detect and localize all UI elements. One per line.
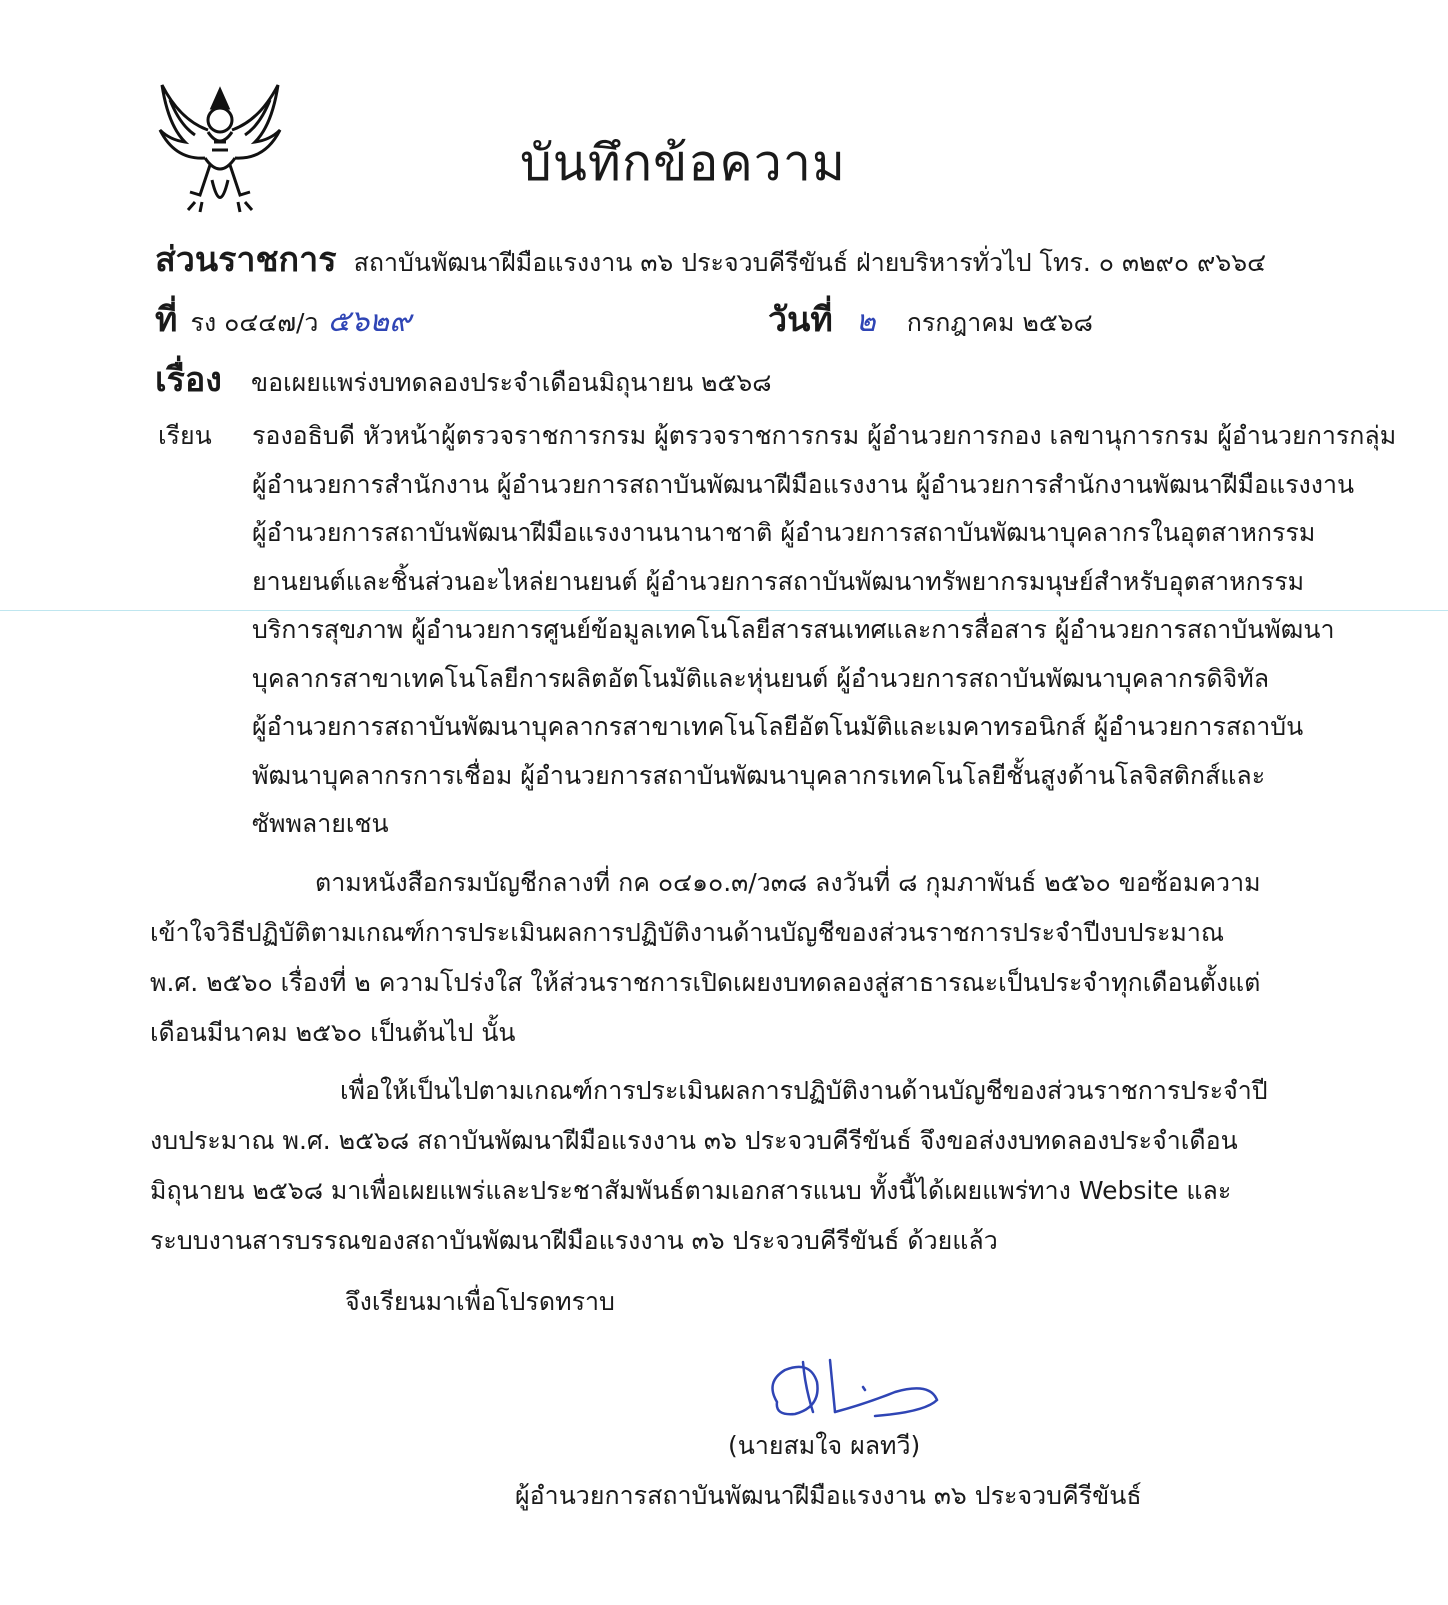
to-label: เรียน <box>158 421 212 450</box>
recipient-line: รองอธิบดี หัวหน้าผู้ตรวจราชการกรม ผู้ตรวจราชการกรม ผู้อำนวยการกอง เลขานุการกรม ผู้อำนวยการกลุ่ม <box>252 421 1397 450</box>
closing-text: จึงเรียนมาเพื่อโปรดทราบ <box>345 1287 615 1316</box>
signer-name: (นายสมใจ ผลทวี) <box>728 1431 921 1460</box>
department-row <box>155 232 1266 286</box>
memo-title: บันทึกข้อความ <box>520 134 846 192</box>
date-label: วันที่ <box>768 300 833 340</box>
subject-value: ขอเผยแพร่งบทดลองประจำเดือนมิถุนายน ๒๕๖๘ <box>251 368 772 397</box>
recipient-line: ผู้อำนวยการสถาบันพัฒนาฝีมือแรงงานนานาชาติ ผู้อำนวยการสถาบันพัฒนาบุคลากรในอุตสาหกรรม <box>252 518 1316 547</box>
department-value: สถาบันพัฒนาฝีมือแรงงาน ๓๖ ประจวบคีรีขันธ์ ฝ่ายบริหารทั่วไป โทร. ๐ ๓๒๙๐ ๙๖๖๔ <box>353 248 1267 277</box>
recipient-line: ซัพพลายเชน <box>252 809 389 838</box>
reference-handwritten: ๕๖๒๙ <box>327 304 412 339</box>
reference-label: ที่ <box>155 300 178 340</box>
signer-position: ผู้อำนวยการสถาบันพัฒนาฝีมือแรงงาน ๓๖ ประจวบคีรีขันธ์ <box>515 1481 1142 1510</box>
recipient-line: ผู้อำนวยการสำนักงาน ผู้อำนวยการสถาบันพัฒนาฝีมือแรงงาน ผู้อำนวยการสำนักงานพัฒนาฝีมือแรงงาน <box>252 469 1355 499</box>
paragraph-line: งบประมาณ พ.ศ. ๒๕๖๘ สถาบันพัฒนาฝีมือแรงงาน ๓๖ ประจวบคีรีขันธ์ จึงขอส่งงบทดลองประจำเดือน <box>150 1126 1238 1155</box>
scan-artifact-line <box>0 610 1448 611</box>
paragraph-line: เดือนมีนาคม ๒๕๖๐ เป็นต้นไป นั้น <box>150 1018 516 1047</box>
recipient-line: ผู้อำนวยการสถาบันพัฒนาบุคลากรสาขาเทคโนโลยีอัตโนมัติและเมคาทรอนิกส์ ผู้อำนวยการสถาบัน <box>252 712 1304 741</box>
paragraph-line: เพื่อให้เป็นไปตามเกณฑ์การประเมินผลการปฏิบัติงานด้านบัญชีของส่วนราชการประจำปี <box>340 1076 1268 1105</box>
body-paragraph-2 <box>150 1066 1390 1266</box>
paragraph-line: พ.ศ. ๒๕๖๐ เรื่องที่ ๒ ความโปร่งใส ให้ส่วนราชการเปิดเผยงบทดลองสู่สาธารณะเป็นประจำทุกเดือนตั้งแต่ <box>150 968 1261 997</box>
subject-row <box>155 352 772 406</box>
recipient-line: ยานยนต์และชิ้นส่วนอะไหล่ยานยนต์ ผู้อำนวยการสถาบันพัฒนาทรัพยากรมนุษย์สำหรับอุตสาหกรรม <box>252 566 1305 596</box>
date-value: กรกฎาคม ๒๕๖๘ <box>906 308 1093 337</box>
recipient-line: บุคลากรสาขาเทคโนโลยีการผลิตอัตโนมัติและหุ่นยนต์ ผู้อำนวยการสถาบันพัฒนาบุคลากรดิจิทัล <box>252 663 1270 693</box>
paragraph-line: เข้าใจวิธีปฏิบัติตามเกณฑ์การประเมินผลการปฏิบัติงานด้านบัญชีของส่วนราชการประจำปีงบประมาณ <box>150 918 1225 947</box>
department-label: ส่วนราชการ <box>155 240 337 280</box>
recipient-line: บริการสุขภาพ ผู้อำนวยการศูนย์ข้อมูลเทคโนโลยีสารสนเทศและการสื่อสาร ผู้อำนวยการสถาบันพัฒนา <box>252 615 1335 644</box>
recipients-list <box>252 412 1397 849</box>
subject-label: เรื่อง <box>155 360 222 400</box>
date-handwritten: ๒ <box>855 304 876 339</box>
recipient-line: พัฒนาบุคลากรการเชื่อม ผู้อำนวยการสถาบันพัฒนาบุคลากรเทคโนโลยีชั้นสูงด้านโลจิสติกส์และ <box>252 760 1266 790</box>
garuda-emblem-icon <box>150 70 290 220</box>
date-row <box>768 292 1093 346</box>
reference-value: รง ๐๔๔๗/ว <box>190 308 319 337</box>
paragraph-line: มิถุนายน ๒๕๖๘ มาเพื่อเผยแพร่และประชาสัมพันธ์ตามเอกสารแนบ ทั้งนี้ได้เผยแพร่ทาง Website และ <box>150 1176 1232 1205</box>
paragraph-line: ตามหนังสือกรมบัญชีกลางที่ กค ๐๔๑๐.๓/ว๓๘ ลงวันที่ ๘ กุมภาพันธ์ ๒๕๖๐ ขอซ้อมความ <box>315 868 1261 897</box>
paragraph-line: ระบบงานสารบรรณของสถาบันพัฒนาฝีมือแรงงาน ๓๖ ประจวบคีรีขันธ์ ด้วยแล้ว <box>150 1226 998 1255</box>
reference-row <box>155 292 411 346</box>
signature-icon <box>755 1352 955 1437</box>
body-paragraph-1 <box>150 858 1390 1058</box>
